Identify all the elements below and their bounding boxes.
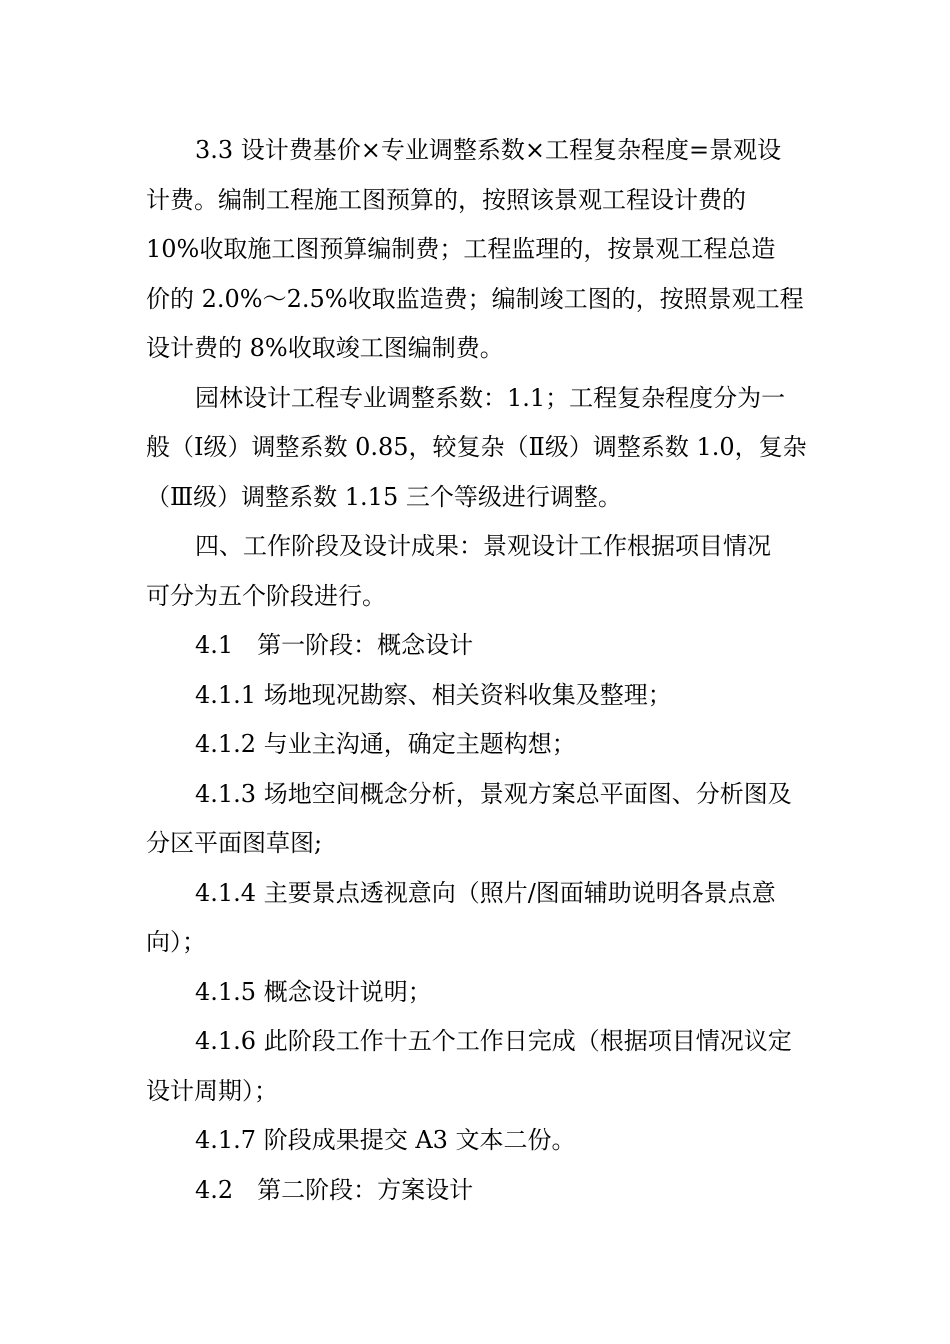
text-line: 4.1.7 阶段成果提交 A3 文本二份。 bbox=[195, 1126, 576, 1154]
item-4-1-4 bbox=[146, 869, 808, 968]
item-4-1-7 bbox=[146, 1116, 808, 1166]
text-line: 4.1.1 场地现况勘察、相关资料收集及整理； bbox=[195, 680, 672, 709]
text-line: 向）； bbox=[146, 928, 206, 956]
text-line: 4.1.2 与业主沟通，确定主题构想； bbox=[195, 730, 576, 758]
paragraph-adjustment-coefficients bbox=[146, 374, 808, 523]
text-line: 设计周期）； bbox=[146, 1076, 278, 1105]
item-4-1-6 bbox=[146, 1017, 808, 1116]
text-line: 4.1.3 场地空间概念分析，景观方案总平面图、分析图及 bbox=[195, 779, 792, 808]
text-line: （Ⅲ级）调整系数 1.15 三个等级进行调整。 bbox=[146, 482, 622, 511]
item-4-1-2 bbox=[146, 720, 808, 770]
text-line: 设计费的 8%收取竣工图编制费。 bbox=[146, 334, 504, 362]
text-line: 4.1 第一阶段：概念设计 bbox=[195, 631, 474, 659]
text-line: 4.1.6 此阶段工作十五个工作日完成（根据项目情况议定 bbox=[195, 1027, 792, 1055]
text-line: 计费。编制工程施工图预算的，按照该景观工程设计费的 bbox=[146, 185, 746, 214]
text-line: 价的 2.0%～2.5%收取监造费；编制竣工图的，按照景观工程 bbox=[146, 284, 804, 313]
item-4-1-1 bbox=[146, 671, 808, 721]
text-line: 般（Ⅰ级）调整系数 0.85，较复杂（Ⅱ级）调整系数 1.0，复杂 bbox=[146, 433, 807, 461]
text-line: 四、工作阶段及设计成果：景观设计工作根据项目情况 bbox=[195, 532, 771, 560]
text-line: 10%收取施工图预算编制费；工程监理的，按景观工程总造 bbox=[146, 235, 776, 263]
text-line: 3.3 设计费基价×专业调整系数×工程复杂程度=景观设 bbox=[195, 136, 782, 164]
paragraph-design-fee bbox=[146, 126, 808, 374]
item-4-1-3 bbox=[146, 770, 808, 869]
text-line: 可分为五个阶段进行。 bbox=[146, 581, 386, 610]
item-4-1-5 bbox=[146, 968, 808, 1018]
text-line: 分区平面图草图; bbox=[146, 829, 323, 857]
text-line: 4.2 第二阶段：方案设计 bbox=[195, 1175, 474, 1204]
document-body bbox=[146, 126, 808, 1215]
text-line: 4.1.4 主要景点透视意向（照片/图面辅助说明各景点意 bbox=[195, 878, 776, 907]
paragraph-work-stages bbox=[146, 522, 808, 621]
heading-stage-2 bbox=[146, 1166, 808, 1216]
text-line: 园林设计工程专业调整系数：1.1；工程复杂程度分为一 bbox=[195, 383, 786, 412]
heading-stage-1 bbox=[146, 621, 808, 671]
text-line: 4.1.5 概念设计说明； bbox=[195, 977, 432, 1006]
